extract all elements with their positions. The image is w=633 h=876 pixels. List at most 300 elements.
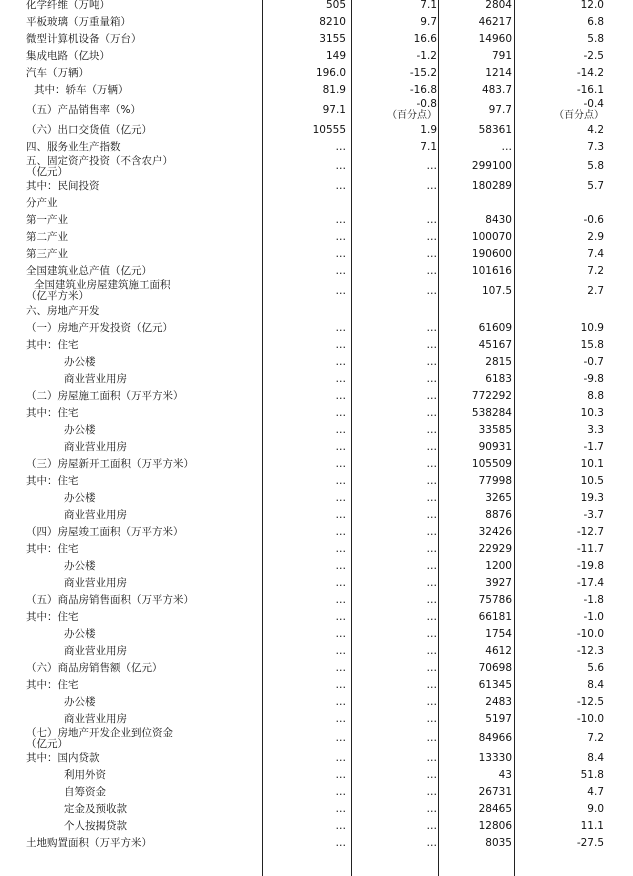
row-label bbox=[26, 99, 262, 122]
cumulative-value bbox=[440, 626, 512, 643]
month-value-text: … bbox=[335, 338, 346, 351]
table-row bbox=[0, 439, 633, 456]
cumulative-value bbox=[440, 0, 512, 14]
row-label bbox=[26, 122, 262, 139]
month-value bbox=[264, 439, 346, 456]
cumulative-growth bbox=[516, 473, 604, 490]
cumulative-growth bbox=[516, 711, 604, 728]
month-growth-text: … bbox=[426, 610, 437, 623]
month-value-text: … bbox=[335, 440, 346, 453]
month-value bbox=[264, 592, 346, 609]
cumulative-value-text: 180289 bbox=[471, 180, 512, 192]
month-growth bbox=[353, 229, 437, 246]
cumulative-growth bbox=[516, 750, 604, 767]
cumulative-value-text: 4612 bbox=[485, 644, 512, 657]
table-row bbox=[0, 767, 633, 784]
cumulative-growth-text: -12.3 bbox=[576, 644, 604, 657]
cumulative-value bbox=[440, 178, 512, 195]
cumulative-value bbox=[440, 48, 512, 65]
cumulative-growth bbox=[516, 801, 604, 818]
row-label-line: 土地购置面积（万平方米） bbox=[26, 837, 152, 849]
month-growth bbox=[353, 750, 437, 767]
row-label-line: 其中：住宅 bbox=[26, 610, 79, 623]
month-growth-text: … bbox=[426, 576, 437, 589]
month-growth-text: … bbox=[426, 803, 437, 815]
cumulative-value bbox=[440, 212, 512, 229]
month-growth-text: … bbox=[426, 542, 437, 555]
month-growth bbox=[353, 422, 437, 439]
row-label-line: （六）出口交货值（亿元） bbox=[26, 123, 152, 136]
row-label bbox=[26, 263, 262, 280]
cumulative-growth bbox=[516, 609, 604, 626]
cumulative-growth-text: 5.8 bbox=[587, 160, 604, 173]
month-value bbox=[264, 263, 346, 280]
table-row bbox=[0, 246, 633, 263]
cumulative-value-text: 1214 bbox=[485, 67, 512, 79]
table-row bbox=[0, 609, 633, 626]
cumulative-value-text: 43 bbox=[498, 769, 512, 781]
cumulative-growth-text: 15.8 bbox=[580, 338, 604, 351]
month-growth-text: … bbox=[426, 389, 437, 402]
table-row bbox=[0, 592, 633, 609]
cumulative-value-text: 61609 bbox=[478, 321, 512, 334]
month-value bbox=[264, 371, 346, 388]
table-row bbox=[0, 14, 633, 31]
month-growth bbox=[353, 711, 437, 728]
month-growth-text: … bbox=[426, 440, 437, 453]
month-growth bbox=[353, 592, 437, 609]
month-value-text: … bbox=[335, 559, 346, 572]
month-value bbox=[264, 801, 346, 818]
table-row bbox=[0, 354, 633, 371]
cumulative-value-text: 2483 bbox=[485, 695, 512, 708]
cumulative-growth-text: （百分点） bbox=[554, 110, 604, 122]
cumulative-growth bbox=[516, 524, 604, 541]
row-label bbox=[26, 728, 262, 751]
row-label-line: （五）产品销售率（%） bbox=[26, 103, 141, 116]
cumulative-value-text: 1754 bbox=[485, 627, 512, 640]
row-label-line: 自筹资金 bbox=[64, 786, 106, 798]
row-label bbox=[26, 677, 262, 694]
month-growth bbox=[353, 212, 437, 229]
row-label bbox=[26, 31, 262, 48]
month-value-text: 505 bbox=[325, 0, 346, 11]
cumulative-growth-text: -27.5 bbox=[576, 837, 604, 849]
row-label bbox=[26, 473, 262, 490]
month-growth-text: 9.7 bbox=[420, 16, 437, 28]
cumulative-value-text: 483.7 bbox=[481, 84, 512, 96]
cumulative-growth-text: 7.2 bbox=[587, 265, 604, 277]
month-growth bbox=[353, 337, 437, 354]
cumulative-value bbox=[440, 303, 512, 320]
cumulative-value bbox=[440, 246, 512, 263]
cumulative-value-text: 190600 bbox=[471, 248, 512, 260]
cumulative-value-text: 14960 bbox=[478, 33, 512, 45]
cumulative-value-text: 772292 bbox=[471, 389, 512, 402]
month-growth bbox=[353, 82, 437, 99]
month-value bbox=[264, 750, 346, 767]
month-growth-text: … bbox=[426, 491, 437, 504]
month-growth bbox=[353, 524, 437, 541]
row-label-line: 分产业 bbox=[26, 197, 58, 209]
table-row bbox=[0, 507, 633, 524]
month-value bbox=[264, 156, 346, 179]
cumulative-value bbox=[440, 263, 512, 280]
cumulative-value-text: 2804 bbox=[485, 0, 512, 11]
month-growth bbox=[353, 371, 437, 388]
cumulative-growth bbox=[516, 371, 604, 388]
month-value bbox=[264, 122, 346, 139]
month-value bbox=[264, 320, 346, 337]
cumulative-growth bbox=[516, 694, 604, 711]
cumulative-value-text: 84966 bbox=[478, 732, 512, 745]
row-label-line: 办公楼 bbox=[64, 491, 96, 504]
cumulative-growth bbox=[516, 122, 604, 139]
row-label bbox=[26, 195, 262, 212]
month-growth-text: … bbox=[426, 338, 437, 351]
month-value bbox=[264, 303, 346, 320]
month-growth-text: … bbox=[426, 160, 437, 173]
cumulative-value-text: 33585 bbox=[478, 423, 512, 436]
month-growth-text: … bbox=[426, 732, 437, 745]
cumulative-growth bbox=[516, 99, 604, 122]
cumulative-value bbox=[440, 801, 512, 818]
cumulative-value-text: 5197 bbox=[485, 712, 512, 725]
cumulative-value-text: 61345 bbox=[478, 678, 512, 691]
month-growth-text: … bbox=[426, 712, 437, 725]
month-growth bbox=[353, 31, 437, 48]
month-value bbox=[264, 575, 346, 592]
month-value-text: … bbox=[335, 180, 346, 192]
cumulative-growth bbox=[516, 82, 604, 99]
row-label-line: 其中：住宅 bbox=[26, 542, 79, 555]
month-growth-text: … bbox=[426, 457, 437, 470]
row-label-line: 商业营业用房 bbox=[64, 508, 127, 521]
month-value-text: … bbox=[335, 820, 346, 832]
month-value-text: … bbox=[335, 355, 346, 368]
cumulative-growth-text: -16.1 bbox=[576, 84, 604, 96]
cumulative-growth bbox=[516, 48, 604, 65]
row-label-line: （亿元） bbox=[26, 737, 68, 750]
cumulative-value-text: 107.5 bbox=[481, 284, 512, 297]
month-growth bbox=[353, 694, 437, 711]
month-growth bbox=[353, 246, 437, 263]
table-row bbox=[0, 31, 633, 48]
cumulative-growth bbox=[516, 320, 604, 337]
month-value bbox=[264, 280, 346, 303]
cumulative-growth bbox=[516, 677, 604, 694]
cumulative-value bbox=[440, 507, 512, 524]
row-label bbox=[26, 279, 270, 303]
cumulative-value-text: 58361 bbox=[478, 123, 512, 136]
month-growth bbox=[353, 48, 437, 65]
month-value-text: … bbox=[335, 423, 346, 436]
table-row bbox=[0, 784, 633, 801]
cumulative-growth-text: -0.4 bbox=[583, 98, 604, 111]
month-growth bbox=[353, 767, 437, 784]
month-value bbox=[264, 14, 346, 31]
month-value bbox=[264, 229, 346, 246]
month-growth-text: 7.1 bbox=[420, 0, 437, 11]
month-growth-text: 1.9 bbox=[420, 123, 437, 136]
row-label-line: 办公楼 bbox=[64, 627, 96, 640]
row-label-line: 五、固定资产投资（不含农户） bbox=[26, 154, 173, 167]
month-growth-text: -15.2 bbox=[409, 67, 437, 79]
cumulative-growth-text: -1.8 bbox=[583, 593, 604, 606]
month-growth-text: … bbox=[426, 355, 437, 368]
cumulative-value-text: 90931 bbox=[478, 440, 512, 453]
table-row bbox=[0, 82, 633, 99]
month-growth bbox=[353, 354, 437, 371]
cumulative-value bbox=[440, 405, 512, 422]
table-row bbox=[0, 178, 633, 195]
table-row bbox=[0, 48, 633, 65]
row-label bbox=[26, 14, 262, 31]
month-value bbox=[264, 490, 346, 507]
cumulative-value bbox=[440, 320, 512, 337]
month-growth-text: … bbox=[426, 837, 437, 849]
month-growth bbox=[353, 626, 437, 643]
cumulative-value bbox=[440, 456, 512, 473]
month-growth bbox=[353, 558, 437, 575]
month-growth-text: … bbox=[426, 644, 437, 657]
row-label bbox=[26, 320, 262, 337]
month-value bbox=[264, 388, 346, 405]
cumulative-growth bbox=[516, 156, 604, 179]
row-label-line: 六、房地产开发 bbox=[26, 304, 100, 317]
month-value bbox=[264, 711, 346, 728]
cumulative-growth bbox=[516, 558, 604, 575]
table-row bbox=[0, 456, 633, 473]
cumulative-value-text: 26731 bbox=[478, 786, 512, 798]
month-value bbox=[264, 456, 346, 473]
cumulative-value bbox=[440, 490, 512, 507]
row-label bbox=[26, 48, 262, 65]
row-label-line: （四）房屋竣工面积（万平方米） bbox=[26, 525, 184, 538]
cumulative-value-text: 105509 bbox=[471, 457, 512, 470]
table-row bbox=[0, 490, 633, 507]
month-value-text: … bbox=[335, 627, 346, 640]
month-growth-text: … bbox=[426, 406, 437, 419]
month-growth bbox=[353, 677, 437, 694]
cumulative-value bbox=[440, 750, 512, 767]
month-growth bbox=[353, 178, 437, 195]
month-value bbox=[264, 558, 346, 575]
table-row bbox=[0, 694, 633, 711]
cumulative-growth bbox=[516, 784, 604, 801]
month-value-text: … bbox=[335, 769, 346, 781]
cumulative-growth bbox=[516, 195, 604, 212]
month-value-text: 3155 bbox=[319, 33, 346, 45]
cumulative-value-text: … bbox=[501, 140, 512, 153]
month-growth bbox=[353, 660, 437, 677]
month-value-text: … bbox=[335, 661, 346, 674]
table-row bbox=[0, 99, 633, 122]
month-growth bbox=[353, 405, 437, 422]
month-value-text: 97.1 bbox=[322, 103, 346, 116]
month-value-text: … bbox=[335, 284, 346, 297]
month-value-text: … bbox=[335, 508, 346, 521]
month-growth-text: … bbox=[426, 284, 437, 297]
cumulative-growth-text: 51.8 bbox=[580, 769, 604, 781]
row-label bbox=[26, 337, 262, 354]
month-growth bbox=[353, 320, 437, 337]
cumulative-value-text: 32426 bbox=[478, 525, 512, 538]
month-value bbox=[264, 660, 346, 677]
table-row bbox=[0, 575, 633, 592]
cumulative-growth bbox=[516, 246, 604, 263]
cumulative-value-text: 8430 bbox=[485, 214, 512, 226]
month-value-text: … bbox=[335, 712, 346, 725]
cumulative-value-text: 77998 bbox=[478, 474, 512, 487]
row-label-line: 集成电路（亿块） bbox=[26, 50, 110, 62]
cumulative-value-text: 46217 bbox=[478, 16, 512, 28]
row-label-line: （六）商品房销售额（亿元） bbox=[26, 661, 163, 674]
table-row bbox=[0, 558, 633, 575]
row-label-line: 微型计算机设备（万台） bbox=[26, 33, 142, 45]
month-growth bbox=[353, 575, 437, 592]
cumulative-value-text: 22929 bbox=[478, 542, 512, 555]
month-value bbox=[264, 99, 346, 122]
cumulative-growth bbox=[516, 263, 604, 280]
table-row bbox=[0, 711, 633, 728]
row-label-line: 其中：轿车（万辆） bbox=[34, 84, 129, 96]
cumulative-growth bbox=[516, 178, 604, 195]
month-growth bbox=[353, 456, 437, 473]
cumulative-value bbox=[440, 558, 512, 575]
table-row bbox=[0, 835, 633, 852]
row-label-line: 平板玻璃（万重量箱） bbox=[26, 16, 131, 28]
cumulative-growth bbox=[516, 354, 604, 371]
month-growth bbox=[353, 139, 437, 156]
month-value bbox=[264, 818, 346, 835]
month-value-text: 149 bbox=[325, 50, 346, 62]
month-growth-text: … bbox=[426, 678, 437, 691]
row-label bbox=[26, 246, 262, 263]
cumulative-growth bbox=[516, 541, 604, 558]
month-growth-text: … bbox=[426, 248, 437, 260]
cumulative-growth-text: -17.4 bbox=[576, 576, 604, 589]
row-label-line: 定金及预收款 bbox=[64, 803, 127, 815]
cumulative-growth-text: -2.5 bbox=[583, 50, 604, 62]
cumulative-value bbox=[440, 99, 512, 122]
row-label-line: 其中：民间投资 bbox=[26, 180, 100, 192]
cumulative-growth-text: 3.3 bbox=[587, 423, 604, 436]
month-growth bbox=[353, 609, 437, 626]
cumulative-value bbox=[440, 195, 512, 212]
row-label-line: 商业营业用房 bbox=[64, 644, 127, 657]
month-growth bbox=[353, 65, 437, 82]
month-growth-text: -16.8 bbox=[409, 84, 437, 96]
table-row bbox=[0, 280, 633, 303]
month-growth bbox=[353, 643, 437, 660]
month-value-text: … bbox=[335, 321, 346, 334]
month-value bbox=[264, 405, 346, 422]
row-label bbox=[26, 660, 262, 677]
cumulative-value-text: 100070 bbox=[471, 231, 512, 243]
cumulative-value bbox=[440, 677, 512, 694]
cumulative-growth-text: 8.4 bbox=[587, 752, 604, 764]
cumulative-growth-text: -1.0 bbox=[583, 610, 604, 623]
row-label bbox=[26, 229, 262, 246]
cumulative-growth-text: 4.7 bbox=[587, 786, 604, 798]
cumulative-value bbox=[440, 31, 512, 48]
table-row bbox=[0, 388, 633, 405]
month-growth-text: … bbox=[426, 786, 437, 798]
cumulative-growth bbox=[516, 592, 604, 609]
month-growth bbox=[353, 801, 437, 818]
cumulative-value bbox=[440, 156, 512, 179]
month-growth-text: 7.1 bbox=[420, 140, 437, 153]
month-growth-text: 16.6 bbox=[413, 33, 437, 45]
month-value bbox=[264, 473, 346, 490]
row-label-line: 其中：住宅 bbox=[26, 338, 79, 351]
month-value-text: … bbox=[335, 525, 346, 538]
cumulative-growth-text: 10.3 bbox=[580, 406, 604, 419]
month-value bbox=[264, 626, 346, 643]
row-label bbox=[26, 750, 262, 767]
table-row bbox=[0, 801, 633, 818]
cumulative-growth bbox=[516, 456, 604, 473]
month-value-text: … bbox=[335, 786, 346, 798]
month-value bbox=[264, 609, 346, 626]
cumulative-value bbox=[440, 660, 512, 677]
month-value bbox=[264, 784, 346, 801]
cumulative-value bbox=[440, 139, 512, 156]
cumulative-value bbox=[440, 835, 512, 852]
table-row bbox=[0, 195, 633, 212]
month-value-text: … bbox=[335, 837, 346, 849]
month-value bbox=[264, 246, 346, 263]
cumulative-value bbox=[440, 643, 512, 660]
cumulative-growth bbox=[516, 818, 604, 835]
cumulative-value-text: 2815 bbox=[485, 355, 512, 368]
cumulative-value-text: 70698 bbox=[478, 661, 512, 674]
cumulative-growth bbox=[516, 31, 604, 48]
cumulative-growth-text: 8.4 bbox=[587, 678, 604, 691]
row-label-line: 汽车（万辆） bbox=[26, 67, 89, 79]
month-value-text: … bbox=[335, 644, 346, 657]
cumulative-growth-text: -3.7 bbox=[583, 508, 604, 521]
cumulative-growth-text: -9.8 bbox=[583, 372, 604, 385]
month-growth bbox=[353, 99, 437, 122]
table-row bbox=[0, 122, 633, 139]
row-label-line: 商业营业用房 bbox=[64, 372, 127, 385]
table-row bbox=[0, 303, 633, 320]
row-label-line: （二）房屋施工面积（万平方米） bbox=[26, 389, 184, 402]
table-row bbox=[0, 473, 633, 490]
row-label-line: 利用外资 bbox=[64, 769, 106, 781]
row-label-line: 商业营业用房 bbox=[64, 712, 127, 725]
cumulative-value-text: 28465 bbox=[478, 803, 512, 815]
month-value-text: … bbox=[335, 457, 346, 470]
month-growth bbox=[353, 156, 437, 179]
row-label-line: （三）房屋新开工面积（万平方米） bbox=[26, 457, 194, 470]
cumulative-growth bbox=[516, 212, 604, 229]
row-label-line: 办公楼 bbox=[64, 695, 96, 708]
row-label-line: 全国建筑业房屋建筑施工面积 bbox=[34, 279, 171, 292]
row-label bbox=[26, 303, 262, 320]
month-growth bbox=[353, 728, 437, 751]
cumulative-value-text: 3265 bbox=[485, 491, 512, 504]
cumulative-growth bbox=[516, 575, 604, 592]
cumulative-value-text: 101616 bbox=[471, 265, 512, 277]
month-growth-text: … bbox=[426, 525, 437, 538]
row-label bbox=[26, 388, 262, 405]
row-label bbox=[26, 835, 262, 852]
row-label-line: （五）商品房销售面积（万平方米） bbox=[26, 593, 194, 606]
cumulative-value-text: 8035 bbox=[485, 837, 512, 849]
